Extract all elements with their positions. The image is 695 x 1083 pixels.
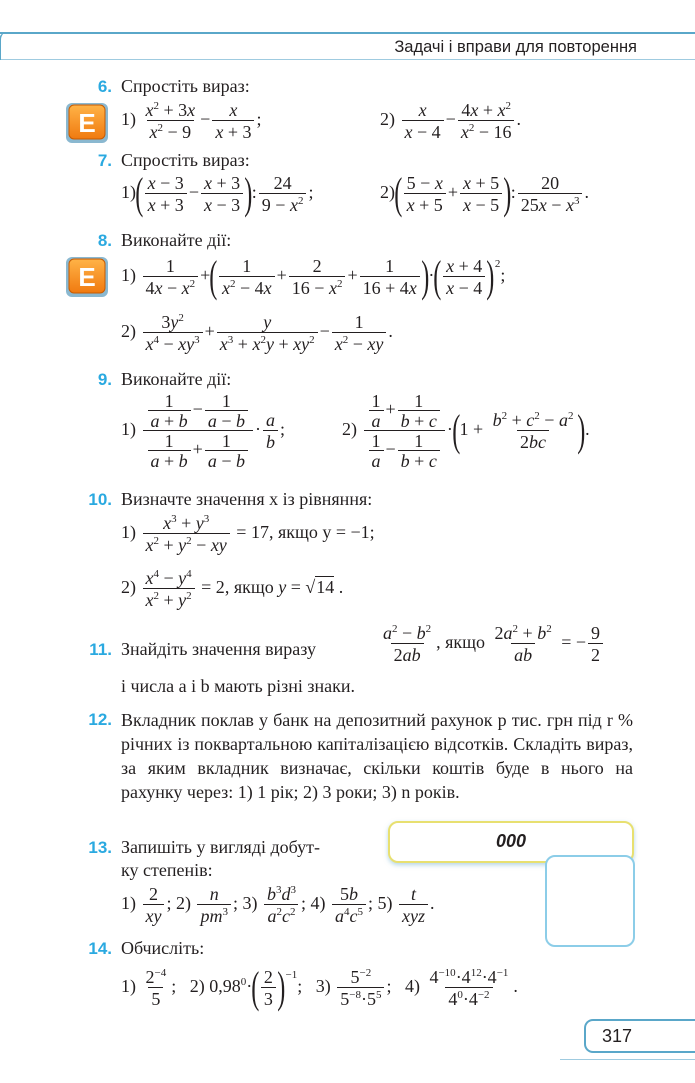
- problem-13-text-line-1: Запишіть у вигляді добут-: [121, 837, 320, 857]
- problem-12-text: Вкладник поклав у банк на депозитний рахунок р тис. грн під r % річних із поквартальною капіталізацією відсотків. Складіть вираз, за яким вкладник визначає, скільки коштів буде в нього на рахунку через: 1) 1 рік; 2) 3 роки; 3) n років.: [121, 710, 633, 802]
- problem-6-text: Спростіть вираз:: [121, 76, 250, 96]
- problem-9-expr-1: 1) $\frac{1}{a + b}$ − $\frac{1}{a - b}$ $\frac{1}{a + b}$ + $\frac{1}{a - b}$ · $\frac{a}{b}$ ;: [121, 391, 285, 471]
- problem-7-text: Спростіть вираз:: [121, 150, 250, 170]
- problem-7-number: 7.: [97, 151, 112, 170]
- answer-box-tab: [545, 855, 635, 947]
- problem-10-text: Визначте значення x із рівняння:: [121, 489, 373, 509]
- problem-9-text: Виконайте дії:: [121, 369, 232, 389]
- problem-10-expr-2: 2) $\frac{x^4 - y^4}{x^2 + y^2}$ = 2, якщо y = √14 .: [121, 568, 344, 610]
- problem-13-text-line-2: ку степенів:: [121, 860, 213, 880]
- problem-11-tail: і числа a і b мають різні знаки.: [121, 676, 356, 696]
- problem-13-expr: 1) $\frac{2}{xy}$ ; 2) $\frac{n}{pm^3}$ ; 3) $\frac{b^3d^3}{a^2c^2}$ ; 4) $\frac{5b}{a^4c^5}$ ; 5) t xyz .: [121, 884, 435, 926]
- problem-10-expr-1: 1) $\frac{x^3 + y^3}{x^2 + y^2 - xy}$ = 17, якщо y = −1;: [121, 513, 375, 555]
- svg-text:Е: Е: [78, 108, 96, 138]
- problem-7-expr-2: 2)( $\frac{5 - x}{x + 5}$ + $\frac{x + 5}{x - 5}$ ): $\frac{20}{25x - x^3}$ .: [380, 169, 589, 218]
- e-badge-icon: [65, 102, 109, 144]
- problem-13-number: 13.: [88, 838, 112, 857]
- problem-8-text: Виконайте дії:: [121, 230, 232, 250]
- problem-10-number: 10.: [88, 490, 112, 509]
- page-number: 317: [602, 1026, 633, 1046]
- problem-6-number: 6.: [97, 77, 112, 96]
- problem-8-expr-1: 1) $\frac{1}{4x - x^2}$ +( $\frac{1}{x^2 - 4x}$ + $\frac{2}{16 - x^2}$ + $\frac{1}{16 + 4x}$ )·( $\frac{x + 4}{x - 4}$ )$^2$;: [121, 252, 506, 301]
- problem-6-expr-2: 2) $\frac{x}{x - 4}$ − $\frac{4x + x^2}{x^2 - 16}$ .: [380, 100, 521, 142]
- problem-11-text: Знайдіть значення виразу: [121, 639, 316, 659]
- problem-14-text: Обчисліть:: [121, 938, 205, 958]
- problem-7-expr-1: 1)( $\frac{x - 3}{x + 3}$ − $\frac{x + 3}{x - 3}$ ): $\frac{24}{9 - x^2}$ ;: [121, 169, 314, 218]
- problem-8-number: 8.: [97, 231, 112, 250]
- problem-9-number: 9.: [97, 370, 112, 389]
- problem-12-number: 12.: [88, 710, 112, 729]
- svg-text:Е: Е: [78, 262, 96, 292]
- problem-9-expr-2: 2) $\frac{1}{a}$ + $\frac{1}{b + c}$ $\frac{1}{a}$ − $\frac{1}{b + c}$ ·(1 + $\frac{b^2 + c^2 - a^2}{2bc}$ ).: [342, 391, 590, 471]
- problem-6-expr-1: 1) $\frac{x^2 + 3x}{x^2 - 9}$ − $\frac{x}{x + 3}$ ;: [121, 100, 262, 142]
- problem-8-expr-2: 2) $\frac{3y^2}{x^4 - xy^3}$ + $\frac{y}{x^3 + x^2y + xy^2}$ − $\frac{1}{x^2 - xy}$ .: [121, 312, 393, 354]
- problem-11-expr: $\frac{a^2 - b^2}{2ab}$ , якщо $\frac{2a^2 + b^2}{ab}$ = − $\frac{9}{2}$: [378, 623, 605, 665]
- problem-14-expr: 1) $\frac{2^{-4}}{5}$ ; 2) $0,98^0\cdot$( $\frac{2}{3}$ )$^{-1}$; 3) $\frac{5^{-2}}{5^{-8}\cdot 5^5}$ ; 4) $\frac{4^{-10}\cdot 4^{12}\cdot 4^{-1}}{4^0\cdot 4^{-2}}$ .: [121, 963, 518, 1012]
- problem-11-number: 11.: [89, 640, 112, 659]
- problem-14-number: 14.: [88, 939, 112, 958]
- header-title: Задачі і вправи для повторення: [394, 38, 637, 56]
- e-badge-icon: [65, 256, 109, 298]
- bottom-rule: [560, 1059, 695, 1060]
- answer-box-value: 000: [495, 831, 527, 851]
- page-number-box: [584, 1019, 695, 1053]
